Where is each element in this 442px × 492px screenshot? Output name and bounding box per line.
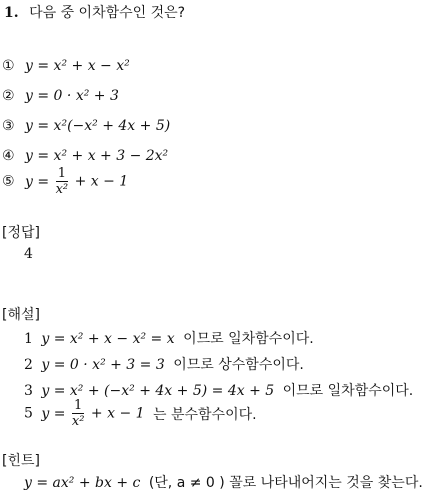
explanation-line-2 [24,354,304,374]
line-expr-prefix: y = [41,405,66,422]
explanation-line-1 [24,328,314,348]
explanation-label: [해설] [2,307,40,323]
line-expr: y = 0 · x² + 3 = 3 [41,357,165,373]
line-number: 1 [24,331,33,347]
line-text: 이므로 일차함수이다. [282,383,414,399]
line-text: 이므로 일차함수이다. [183,331,314,347]
choice-mark: ③ [2,118,15,134]
answer-value: 4 [24,246,33,262]
question [4,2,185,22]
choice-mark: ⑤ [2,173,15,190]
fraction-numerator: 1 [74,398,83,413]
hint-condition: (단, a ≠ 0 ) [148,475,225,491]
hint-line [24,472,423,492]
choice-expr: y = x² + x + 3 − 2x² [25,148,169,164]
choice-expr: y = x² + x − x² [25,58,130,74]
fraction [56,166,69,197]
line-expr-suffix: + x − 1 [90,405,145,422]
line-number: 5 [24,405,33,422]
choice-mark: ② [2,88,15,104]
choice-expr-suffix: + x − 1 [74,173,129,190]
line-number: 2 [24,357,33,373]
line-expr: y = x² + x − x² = x [41,331,175,347]
choice-1 [2,58,130,74]
fraction-denominator: x² [71,414,85,429]
choice-expr: y = x²(−x² + 4x + 5) [25,118,171,134]
line-expr: y = x² + (−x² + 4x + 5) = 4x + 5 [41,383,275,399]
question-number: 1. [4,5,19,21]
choice-mark: ① [2,58,15,74]
explanation-line-4 [24,398,257,429]
hint-label: [힌트] [2,453,40,469]
choice-expr: y = 0 · x² + 3 [25,88,119,104]
choice-5 [2,166,128,197]
fraction-numerator: 1 [57,166,66,181]
hint-text: 꼴로 나타내어지는 것을 찾는다. [229,475,423,491]
choice-3 [2,118,170,134]
question-text: 다음 중 이차함수인 것은? [29,5,186,21]
explanation-line-3 [24,380,413,400]
answer-label: [정답] [2,225,40,241]
choice-4 [2,148,168,164]
line-text: 는 분수함수이다. [153,406,257,423]
choice-expr-prefix: y = [25,173,50,190]
fraction-denominator: x² [55,182,69,197]
line-text: 이므로 상수함수이다. [173,357,304,373]
fraction [72,398,85,429]
choice-2 [2,88,119,104]
hint-expr: y = ax² + bx + c [24,475,141,491]
choice-mark: ④ [2,148,15,164]
line-number: 3 [24,383,33,399]
